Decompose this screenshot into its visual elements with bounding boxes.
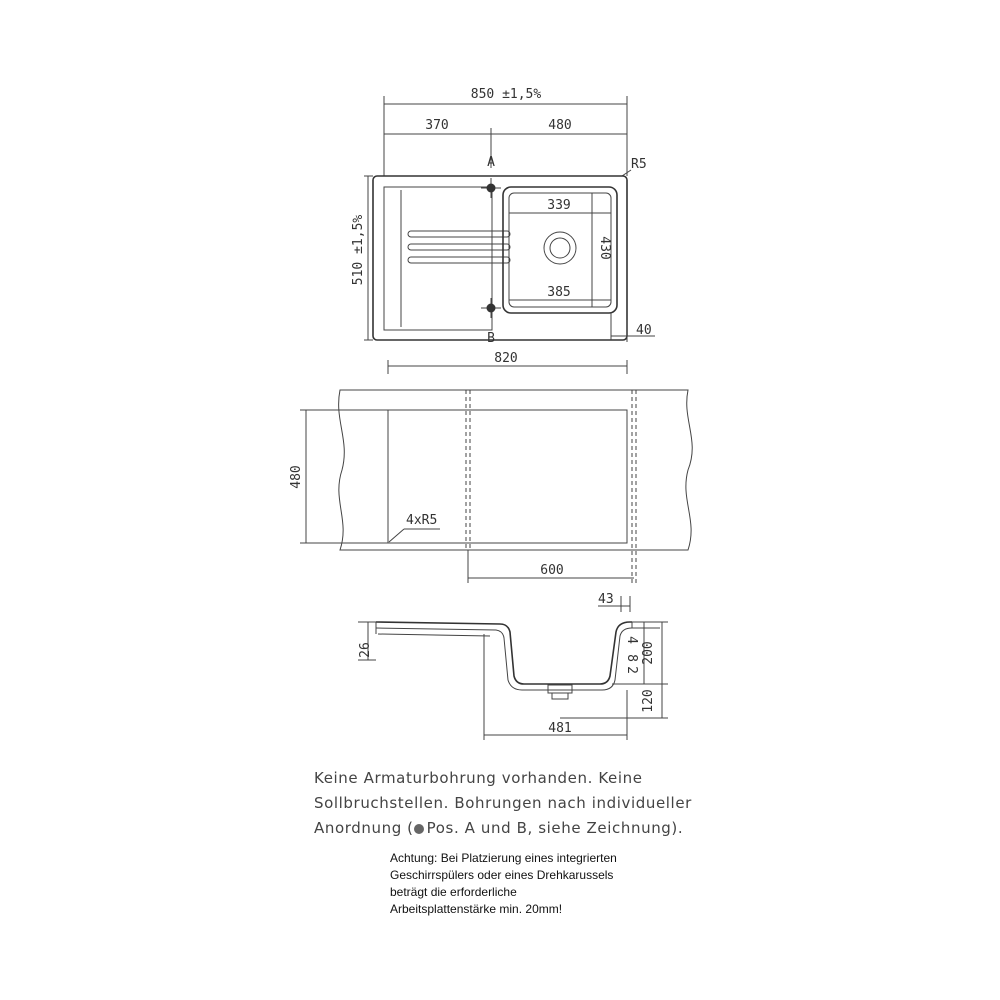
hole-a-label: A [487,155,495,170]
edge-offset-label: 40 [636,323,652,338]
overall-width-label: 850 ±1,5% [470,87,542,102]
note-text: Pos. A und B, siehe Zeichnung). [426,819,684,837]
bowl-height-label: 200 [641,641,656,665]
installation-note-line: Keine Armaturbohrung vorhanden. Keine [314,769,643,787]
cutout-view [289,351,692,583]
rim-tolerance2-label: 2 [624,666,639,674]
cutout-width-label: 820 [494,351,518,366]
corner-radii-label: 4xR5 [406,513,438,528]
warning-line: Arbeitsplattenstärke min. 20mm! [390,902,563,916]
corner-radius-label: R5 [631,157,647,172]
warning-line: beträgt die erforderliche [390,885,517,899]
overhang-label: 43 [598,592,614,607]
hole-b-marker [481,298,501,318]
warning-line: Achtung: Bei Platzierung eines integrierten [390,851,617,865]
rim-height-label: 26 [358,642,373,658]
hole-b-label: B [487,331,495,346]
installation-note-line: Sollbruchstellen. Bohrungen nach individueller [314,794,692,812]
bowl-width-bottom-label: 385 [547,285,571,300]
drain-inner [550,238,570,258]
rim-tolerance-label: 4 [624,636,639,644]
warning-line: Geschirrspülers oder eines Drehkarussels [390,868,614,882]
installation-note [314,766,734,841]
bowl-depth-label: 430 [597,236,612,260]
left-width-label: 370 [425,118,449,133]
drain-height-label: 120 [641,689,656,713]
note-text: Anordnung ( [314,819,414,837]
rim-offset-label: 8 [624,654,639,662]
drain-outer [544,232,576,264]
cutout-depth-label: 480 [289,465,304,489]
bowl-width-label: 481 [548,721,572,736]
hole-dot-icon [414,824,424,834]
section-view [358,592,668,740]
warning-note [390,850,690,918]
installation-note-line [314,816,734,841]
top-view [351,87,655,346]
hole-a-marker [481,178,501,198]
bowl-width-top-label: 339 [547,198,571,213]
min-cabinet-label: 600 [540,563,564,578]
overall-depth-label: 510 ±1,5% [351,214,366,286]
right-width-label: 480 [548,118,572,133]
